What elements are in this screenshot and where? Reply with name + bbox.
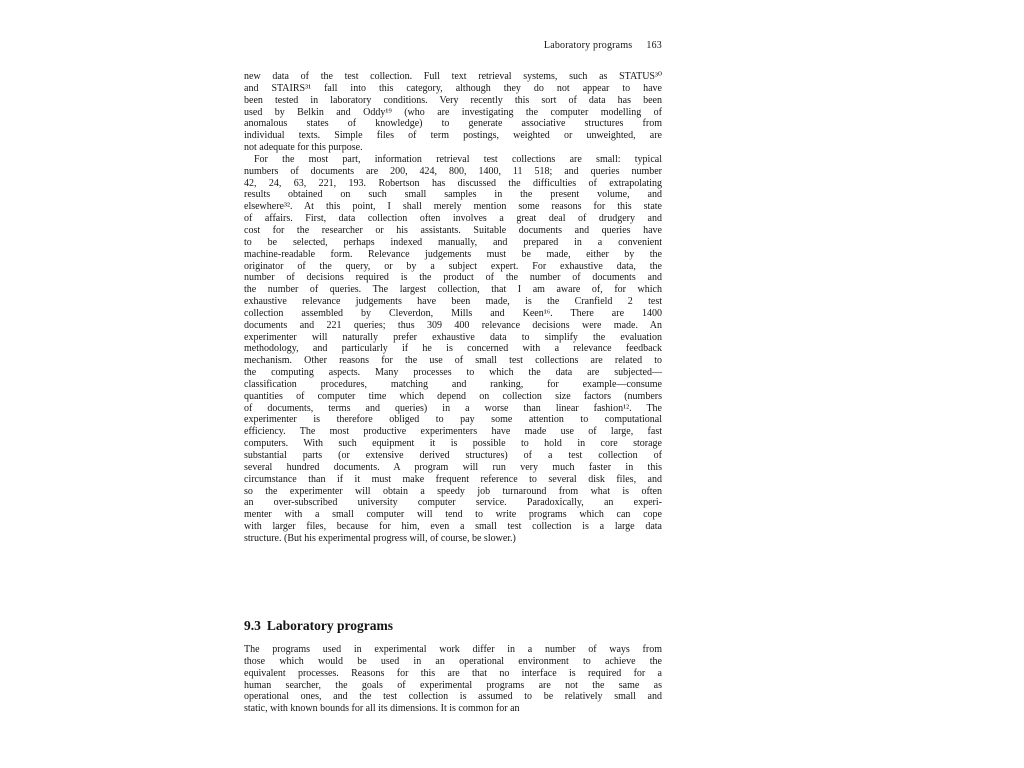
text-line: of affairs. First, data collection often involves a great deal of drudgery and [244, 213, 662, 225]
text-line: cost for the researcher or his assistants. Suitable documents and queries have [244, 224, 662, 236]
paragraph-2 [244, 154, 662, 545]
text-line: results obtained on such small samples in the present volume, and [244, 189, 662, 201]
text-line: experimenter will naturally prefer exhaustive data to simplify the evaluation [244, 331, 662, 343]
text-line: numbers of documents are 200, 424, 800, 1400, 11 518; and queries number [244, 165, 662, 177]
text-line: static, with known bounds for all its dimensions. It is common for an [244, 703, 520, 715]
text-line: efficiency. The most productive experimenters have made use of large, fast [244, 426, 662, 438]
text-line: with larger files, because for him, even a small test collection is a large data [244, 521, 662, 533]
text-line: classification procedures, matching and ranking, for example—consume [244, 378, 662, 390]
text-line: originator of the query, or by a subject expert. For exhaustive data, the [244, 260, 662, 272]
text-line: menter with a small computer will tend to write programs which can cope [244, 509, 662, 521]
text-line: the number of queries. The largest collection, that I am aware of, for which [244, 284, 662, 296]
text-line: mechanism. Other reasons for the use of small test collections are related to [244, 355, 662, 367]
text-line: circumstance than if it must make frequent reference to several disk files, and [244, 473, 662, 485]
text-line: anomalous states of knowledge) to generate associative structures from [244, 118, 662, 130]
text-line: computers. With such equipment it is possible to hold in core storage [244, 438, 662, 450]
text-line: quantities of computer time which depend on collection size factors (numbers [244, 390, 662, 402]
running-head-title: Laboratory programs [543, 40, 633, 51]
text-line: structure. (But his experimental progress will, of course, be slower.) [244, 532, 516, 544]
text-line: to be selected, perhaps indexed manually, and prepared in a convenient [244, 236, 662, 248]
text-line: those which would be used in an operational environment to achieve the [244, 655, 662, 667]
paragraph-3 [244, 644, 662, 715]
text-line: elsewhere³². At this point, I shall merely mention some reasons for this state [244, 201, 662, 213]
text-line: several hundred documents. A program will run very much faster in this [244, 461, 662, 473]
text-line: For the most part, information retrieval test collections are small: typical [254, 153, 662, 165]
section-number: 9.3 [244, 618, 261, 633]
body-text [244, 71, 662, 545]
text-line: not adequate for this purpose. [244, 142, 363, 154]
text-line: The programs used in experimental work differ in a number of ways from [244, 644, 662, 655]
text-line: methodology, and particularly if he is concerned with a relevance feedback [244, 343, 662, 355]
text-line: number of decisions required is the product of the number of documents and [244, 272, 662, 284]
section-heading [244, 618, 393, 634]
text-line: an over-subscribed university computer service. Paradoxically, an experi- [244, 497, 662, 509]
text-line: of documents, terms and queries) in a worse than linear fashion¹². The [244, 402, 662, 414]
section-title: Laboratory programs [266, 618, 393, 633]
text-line: documents and 221 queries; thus 309 400 relevance decisions were made. An [244, 319, 662, 331]
text-line: been tested in laboratory conditions. Very recently this sort of data has been [244, 94, 662, 106]
text-line: human searcher, the goals of experimental programs are not the same as [244, 679, 662, 691]
text-line: the computing aspects. Many processes to which the data are subjected— [244, 367, 662, 379]
text-line: equivalent processes. Reasons for this are that no interface is required for a [244, 667, 662, 679]
book-page [244, 40, 662, 730]
running-head [544, 40, 662, 51]
text-line: machine-readable form. Relevance judgements must be made, either by the [244, 248, 662, 260]
page-number: 163 [646, 40, 662, 51]
paragraph-1 [244, 71, 662, 154]
text-line: so the experimenter will obtain a speedy job turnaround from what is often [244, 485, 662, 497]
text-line: collection assembled by Cleverdon, Mills and Keen¹⁶. There are 1400 [244, 307, 662, 319]
text-line: experimenter is therefore obliged to pay some attention to computational [244, 414, 662, 426]
text-line: used by Belkin and Oddy¹⁹ (who are investigating the computer modelling of [244, 106, 662, 118]
text-line: individual texts. Simple files of term postings, weighted or unweighted, are [244, 130, 662, 142]
text-line: and STAIRS³¹ fall into this category, although they do not appear to have [244, 82, 662, 94]
text-line: exhaustive relevance judgements have been made, is the Cranfield 2 test [244, 296, 662, 308]
text-line: new data of the test collection. Full text retrieval systems, such as STATUS³⁰ [244, 71, 662, 82]
text-line: substantial parts (or extensive derived structures) of a test collection of [244, 450, 662, 461]
text-line: operational ones, and the test collection is assumed to be relatively small and [244, 691, 662, 703]
text-line: 42, 24, 63, 221, 193. Robertson has discussed the difficulties of extrapolating [244, 177, 662, 189]
